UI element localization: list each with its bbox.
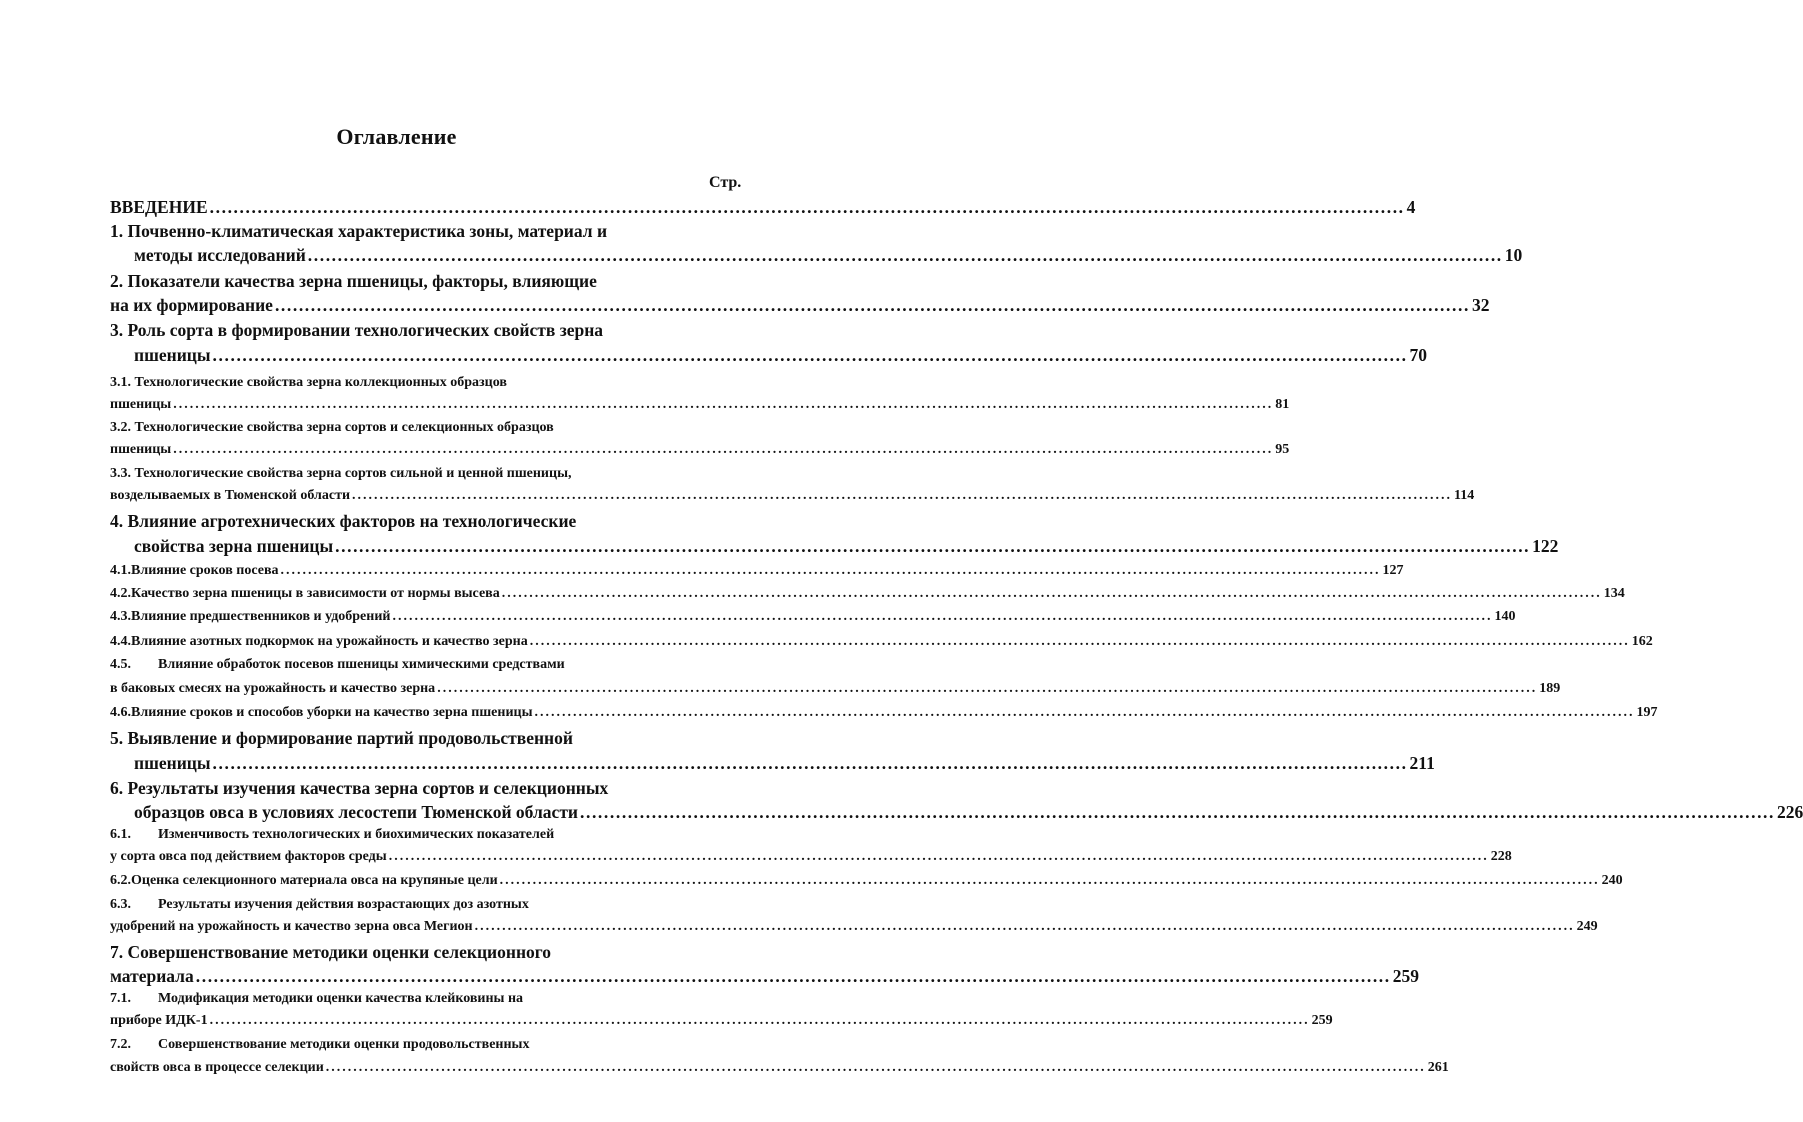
page-title: Оглавление xyxy=(336,124,457,149)
toc-entry-continued xyxy=(110,942,740,963)
toc-leader-dots: ........................................................................................................................................................................................................ xyxy=(437,681,1538,696)
toc-entry-title: пшеницы xyxy=(134,753,211,773)
toc-entry-title: Влияние сроков посева xyxy=(131,563,279,578)
toc-entry-title: возделываемых в Тюменской области xyxy=(110,488,351,503)
toc-leader-dots: ........................................................................................................................................................................................................ xyxy=(499,873,1600,888)
toc-entry-continued xyxy=(110,991,740,1007)
toc-page-number: 228 xyxy=(1490,849,1512,864)
toc-entry xyxy=(134,753,1435,774)
toc-entry-title: Качество зерна пшеницы в зависимости от нормы высева xyxy=(131,586,500,601)
toc-page-number: 32 xyxy=(1471,295,1490,315)
toc-entry-title: Влияние обработок посевов пшеницы химическими средствами xyxy=(158,657,565,672)
toc-leader-dots: ........................................................................................................................................................................................................ xyxy=(325,1060,1426,1075)
toc-page-number: 240 xyxy=(1601,873,1623,888)
toc-leader-dots: ........................................................................................................................................................................................................ xyxy=(280,563,1381,578)
toc-section-number: 4.2. xyxy=(110,586,131,601)
toc-entry-title: на их формирование xyxy=(110,295,273,315)
toc-page-number: 261 xyxy=(1427,1060,1449,1075)
toc-entry-title: удобрений на урожайность и качество зерна овса Мегион xyxy=(110,919,473,934)
toc-leader-dots: ........................................................................................................................................................................................................ xyxy=(335,536,1531,556)
toc-leader-dots: ........................................................................................................................................................................................................ xyxy=(501,586,1602,601)
toc-entry-title: Модификация методики оценки качества клейковины на xyxy=(158,991,524,1006)
toc-entry xyxy=(110,1013,1333,1029)
toc-entry-title: 3.3. Технологические свойства зерна сортов сильной и ценной пшеницы, xyxy=(110,466,572,481)
toc-page-number: 189 xyxy=(1539,681,1561,696)
toc-section-number: 4.6. xyxy=(110,705,131,720)
toc-page-number: 211 xyxy=(1409,753,1435,773)
toc-entry xyxy=(110,488,1475,504)
toc-entry xyxy=(134,536,1559,557)
toc-entry xyxy=(110,563,1404,579)
toc-leader-dots: ........................................................................................................................................................................................................ xyxy=(352,488,1453,503)
toc-page-number: 226 xyxy=(1777,802,1803,822)
toc-entry xyxy=(110,705,1658,721)
toc-page-number: 81 xyxy=(1275,397,1290,412)
toc-page-number: 197 xyxy=(1636,705,1658,720)
toc-leader-dots: ........................................................................................................................................................................................................ xyxy=(209,197,1405,217)
toc-entry-title: 1. Почвенно-климатическая характеристика зоны, материал и xyxy=(110,221,608,241)
toc-entry-title: Оценка селекционного материала овса на крупяные цели xyxy=(131,873,498,888)
toc-entry xyxy=(110,873,1623,889)
toc-entry-title: приборе ИДК-1 xyxy=(110,1013,208,1028)
toc-entry-title: Влияние предшественников и удобрений xyxy=(131,609,391,624)
toc-section-number: 7.1. xyxy=(110,991,131,1006)
toc-entry xyxy=(134,345,1428,366)
toc-entry xyxy=(110,1060,1449,1076)
toc-section-number: 6.2. xyxy=(110,873,131,888)
toc-entry-continued xyxy=(110,511,720,532)
toc-entry-continued xyxy=(110,375,740,391)
toc-page-number: 127 xyxy=(1382,563,1404,578)
toc-page-number: 114 xyxy=(1454,488,1475,503)
toc-section-number: 4.5. xyxy=(110,657,131,672)
toc-leader-dots: ........................................................................................................................................................................................................ xyxy=(173,397,1274,412)
toc-entry-title: ВВЕДЕНИЕ xyxy=(110,197,208,217)
toc-leader-dots: ........................................................................................................................................................................................................ xyxy=(388,849,1489,864)
toc-page-number: 259 xyxy=(1392,966,1419,986)
toc-entry xyxy=(110,919,1598,935)
toc-leader-dots: ........................................................................................................................................................................................................ xyxy=(474,919,1575,934)
toc-entry xyxy=(110,295,1490,316)
toc-entry-title: 3.1. Технологические свойства зерна коллекционных образцов xyxy=(110,375,507,390)
toc-entry-title: Совершенствование методики оценки продовольственных xyxy=(158,1037,530,1052)
toc-section-number: 4.4. xyxy=(110,634,131,649)
toc-leader-dots: ........................................................................................................................................................................................................ xyxy=(580,802,1775,822)
toc-leader-dots: ........................................................................................................................................................................................................ xyxy=(173,442,1274,457)
toc-entry-title: 3.2. Технологические свойства зерна сортов и селекционных образцов xyxy=(110,420,554,435)
toc-entry xyxy=(110,397,1290,413)
toc-entry xyxy=(134,802,1803,823)
toc-leader-dots: ........................................................................................................................................................................................................ xyxy=(534,705,1635,720)
toc-entry-title: пшеницы xyxy=(110,397,172,412)
toc-section-number: 4.1. xyxy=(110,563,131,578)
toc-page-number: 162 xyxy=(1631,634,1653,649)
toc-page-number: 122 xyxy=(1532,536,1559,556)
toc-entry-continued xyxy=(110,657,740,673)
toc-entry xyxy=(134,245,1523,266)
toc-leader-dots: ........................................................................................................................................................................................................ xyxy=(209,1013,1310,1028)
toc-entry-title: материала xyxy=(110,966,194,986)
toc-entry-title: Влияние сроков и способов уборки на качество зерна пшеницы xyxy=(131,705,533,720)
toc-entry-continued xyxy=(110,1037,740,1053)
toc-page-number: 10 xyxy=(1504,245,1523,265)
toc-entry-continued xyxy=(110,271,720,292)
toc-entry xyxy=(110,442,1290,458)
toc-section-number: 6.3. xyxy=(110,897,131,912)
toc-entry-title: 2. Показатели качества зерна пшеницы, факторы, влияющие xyxy=(110,271,597,291)
toc-section-number: 4.3. xyxy=(110,609,131,624)
toc-entry xyxy=(110,197,1416,218)
toc-entry xyxy=(110,609,1516,625)
toc-entry-title: в баковых смесях на урожайность и качество зерна xyxy=(110,681,436,696)
toc-page-number: 249 xyxy=(1576,919,1598,934)
toc-entry-title: 4. Влияние агротехнических факторов на технологические xyxy=(110,511,577,531)
toc-entry-title: образцов овса в условиях лесостепи Тюменской области xyxy=(134,802,578,822)
toc-entry-title: 5. Выявление и формирование партий продовольственной xyxy=(110,728,573,748)
toc-page-number: 134 xyxy=(1603,586,1625,601)
toc-leader-dots: ........................................................................................................................................................................................................ xyxy=(212,345,1408,365)
toc-entry-continued xyxy=(110,420,740,436)
toc-page-number: 70 xyxy=(1409,345,1428,365)
toc-leader-dots: ........................................................................................................................................................................................................ xyxy=(212,753,1408,773)
toc-entry-title: свойств овса в процессе селекции xyxy=(110,1060,324,1075)
toc-leader-dots: ........................................................................................................................................................................................................ xyxy=(529,634,1630,649)
toc-entry-title: пшеницы xyxy=(134,345,211,365)
toc-entry xyxy=(110,966,1419,987)
page-column-label: Стр. xyxy=(709,174,742,191)
toc-entry-continued xyxy=(110,778,740,799)
toc-section-number: 7.2. xyxy=(110,1037,131,1052)
toc-entry-title: у сорта овса под действием факторов среды xyxy=(110,849,387,864)
toc-entry-title: 6. Результаты изучения качества зерна сортов и селекционных xyxy=(110,778,609,798)
toc-entry xyxy=(110,634,1653,650)
toc-leader-dots: ........................................................................................................................................................................................................ xyxy=(195,966,1391,986)
toc-entry-title: свойства зерна пшеницы xyxy=(134,536,334,556)
toc-leader-dots: ........................................................................................................................................................................................................ xyxy=(307,245,1503,265)
toc-entry-continued xyxy=(110,466,740,482)
toc-page-number: 95 xyxy=(1275,442,1290,457)
toc-entry-title: Результаты изучения действия возрастающих доз азотных xyxy=(158,897,529,912)
toc-entry-title: 7. Совершенствование методики оценки селекционного xyxy=(110,942,552,962)
toc-entry xyxy=(110,849,1512,865)
toc-entry-continued xyxy=(110,827,740,843)
toc-entry-continued xyxy=(110,221,720,242)
toc-page-number: 140 xyxy=(1494,609,1516,624)
toc-entry-title: Влияние азотных подкормок на урожайность и качество зерна xyxy=(131,634,528,649)
toc-page-number: 4 xyxy=(1406,197,1416,217)
toc-entry-continued xyxy=(110,728,720,749)
toc-entry xyxy=(110,586,1625,602)
toc-leader-dots: ........................................................................................................................................................................................................ xyxy=(392,609,1493,624)
toc-entry-title: методы исследований xyxy=(134,245,306,265)
toc-section-number: 6.1. xyxy=(110,827,131,842)
toc-page-number: 259 xyxy=(1311,1013,1333,1028)
toc-entry-title: 3. Роль сорта в формировании технологических свойств зерна xyxy=(110,320,604,340)
toc-entry xyxy=(110,681,1561,697)
toc-entry-title: Изменчивость технологических и биохимических показателей xyxy=(158,827,555,842)
toc-entry-continued xyxy=(110,320,720,341)
toc-entry-title: пшеницы xyxy=(110,442,172,457)
toc-leader-dots: ........................................................................................................................................................................................................ xyxy=(274,295,1470,315)
toc-entry-continued xyxy=(110,897,740,913)
